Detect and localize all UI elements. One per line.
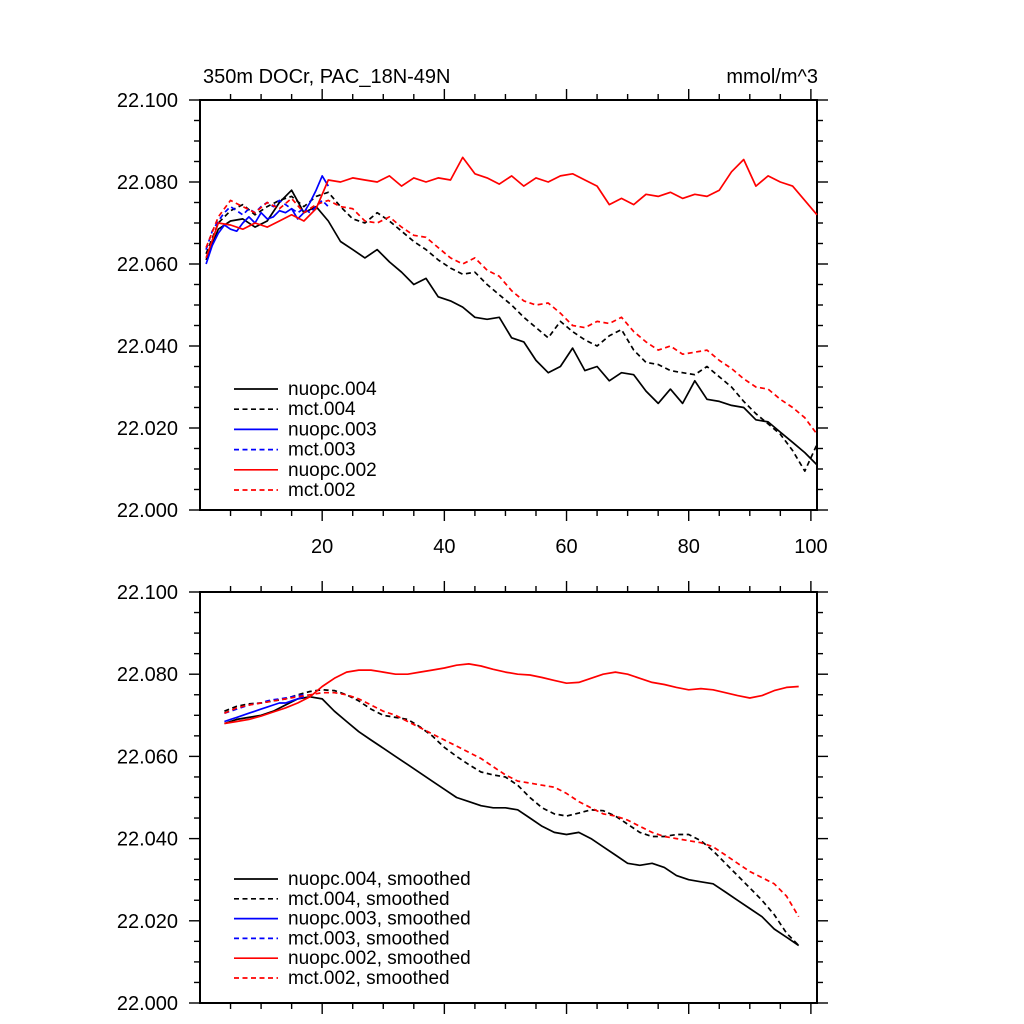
x-tick-label: 60 xyxy=(555,536,578,558)
y-tick-label: 22.020 xyxy=(116,418,178,440)
legend-label: nuopc.004 xyxy=(288,379,377,400)
legend xyxy=(234,379,377,501)
plot-title: 350m DOCr, PAC_18N-49N xyxy=(203,66,451,88)
x-tick-label: 80 xyxy=(677,536,700,558)
panel-raw xyxy=(117,89,828,558)
legend xyxy=(234,869,471,989)
x-tick-label: 20 xyxy=(311,536,334,558)
legend-label: nuopc.004, smoothed xyxy=(288,869,471,890)
legend-label: nuopc.002, smoothed xyxy=(288,948,471,970)
legend-label: mct.004, smoothed xyxy=(288,888,450,910)
y-tick-label: 22.020 xyxy=(116,910,178,933)
y-tick-label: 22.060 xyxy=(116,746,178,769)
y-tick-label: 22.060 xyxy=(116,254,178,276)
y-tick-label: 22.000 xyxy=(116,993,178,1015)
legend-label: mct.002, smoothed xyxy=(288,968,450,989)
x-tick-label: 40 xyxy=(433,536,456,558)
y-tick-label: 22.080 xyxy=(116,172,178,194)
series-nuopc-002-smoothed xyxy=(224,664,798,724)
y-tick-label: 22.040 xyxy=(116,336,178,358)
tick-marks xyxy=(189,581,828,1014)
y-tick-label: 22.100 xyxy=(116,90,178,112)
legend-label: mct.003 xyxy=(288,439,356,461)
y-tick-label: 22.040 xyxy=(116,828,178,851)
legend-label: mct.004 xyxy=(288,399,356,421)
y-tick-label: 22.100 xyxy=(116,582,178,604)
legend-label: nuopc.003, smoothed xyxy=(288,908,471,930)
legend-label: mct.003, smoothed xyxy=(288,928,450,950)
tick-marks xyxy=(189,89,828,521)
y-tick-label: 22.000 xyxy=(116,500,178,522)
x-axis-labels xyxy=(311,536,828,558)
legend-label: nuopc.002 xyxy=(288,459,377,481)
y-axis-labels xyxy=(117,90,178,522)
legend-label: mct.002 xyxy=(288,480,356,501)
y-axis-labels xyxy=(117,582,178,1015)
series-nuopc-002 xyxy=(206,157,817,258)
legend-label: nuopc.003 xyxy=(288,419,377,441)
plot-units-label: mmol/m^3 xyxy=(726,66,818,88)
x-tick-label: 100 xyxy=(794,536,828,558)
y-tick-label: 22.080 xyxy=(116,664,178,687)
panel-smoothed xyxy=(117,581,828,1015)
